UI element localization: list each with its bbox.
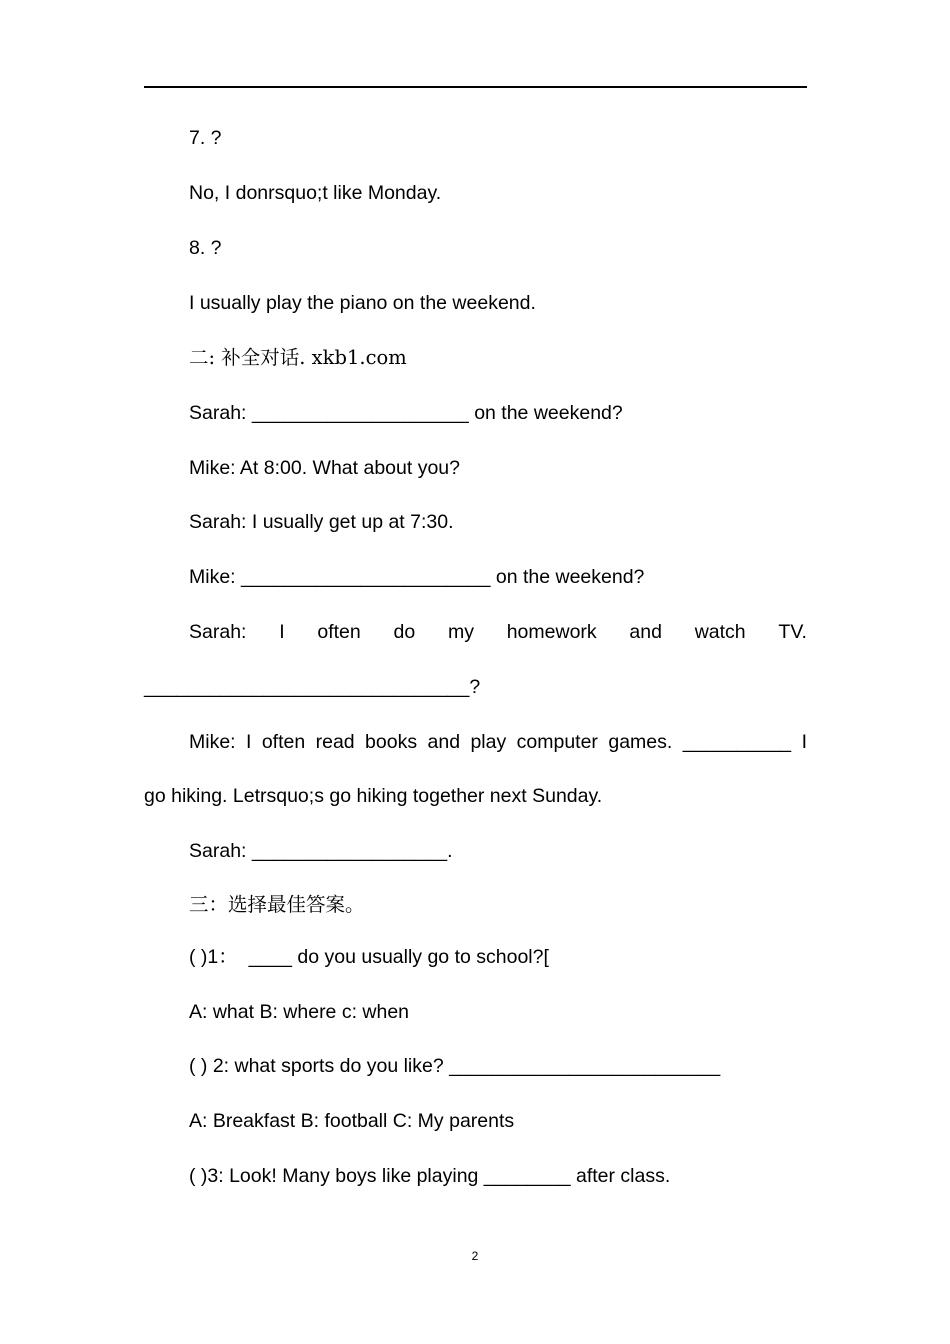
word: Mike:: [189, 731, 236, 753]
question-7: 7. ?: [189, 127, 222, 149]
word: I: [801, 731, 807, 753]
word: read: [315, 731, 355, 753]
word: and: [427, 731, 461, 753]
choice-options-2: A: Breakfast B: football C: My parents: [189, 1110, 515, 1132]
word: often: [317, 621, 361, 643]
word: Sarah:: [189, 621, 247, 643]
dialogue-line-7: Sarah: __________________.: [189, 840, 453, 862]
word: I: [279, 621, 285, 643]
dialogue-line-3: Sarah: I usually get up at 7:30.: [189, 511, 454, 533]
word: my: [447, 621, 474, 643]
dialogue-line-4: Mike: _______________________ on the weekend?: [189, 566, 645, 588]
dialogue-line-5: [189, 620, 807, 644]
dialogue-line-2: Mike: At 8:00. What about you?: [189, 457, 460, 479]
section-3-heading: 三：选择最佳答案。: [189, 893, 365, 916]
header-rule: [144, 86, 807, 88]
choice-question-3: ( )3: Look! Many boys like playing ________ after class.: [189, 1165, 671, 1187]
word: books: [365, 731, 418, 753]
page-number: 2: [471, 1249, 479, 1263]
answer-7: No, I donrsquo;t like Monday.: [189, 182, 442, 204]
dialogue-line-6: [189, 730, 807, 754]
section-2-heading: 二: 补全对话. xkb1.com: [189, 346, 407, 369]
dialogue-line-6-continued: go hiking. Letrsquo;s go hiking together next Sunday.: [144, 785, 603, 807]
dialogue-line-1: Sarah: ____________________ on the weekend?: [189, 402, 623, 424]
word: and: [629, 621, 662, 643]
word: watch: [694, 621, 746, 643]
word: games.: [608, 731, 673, 753]
word: do: [393, 621, 416, 643]
choice-question-2: ( ) 2: what sports do you like? _________________________: [189, 1055, 721, 1077]
word: computer: [516, 731, 598, 753]
word: often: [261, 731, 306, 753]
word: TV.: [778, 621, 807, 643]
word: play: [470, 731, 507, 753]
answer-8: I usually play the piano on the weekend.: [189, 292, 536, 314]
dialogue-line-5-continued: ______________________________?: [144, 676, 481, 698]
word: I: [246, 731, 252, 753]
question-8: 8. ?: [189, 237, 222, 259]
choice-options-1: A: what B: where c: when: [189, 1001, 410, 1023]
word: homework: [506, 621, 597, 643]
word: __________: [682, 731, 792, 753]
choice-question-1: ( )1： ____ do you usually go to school?[: [189, 946, 549, 968]
